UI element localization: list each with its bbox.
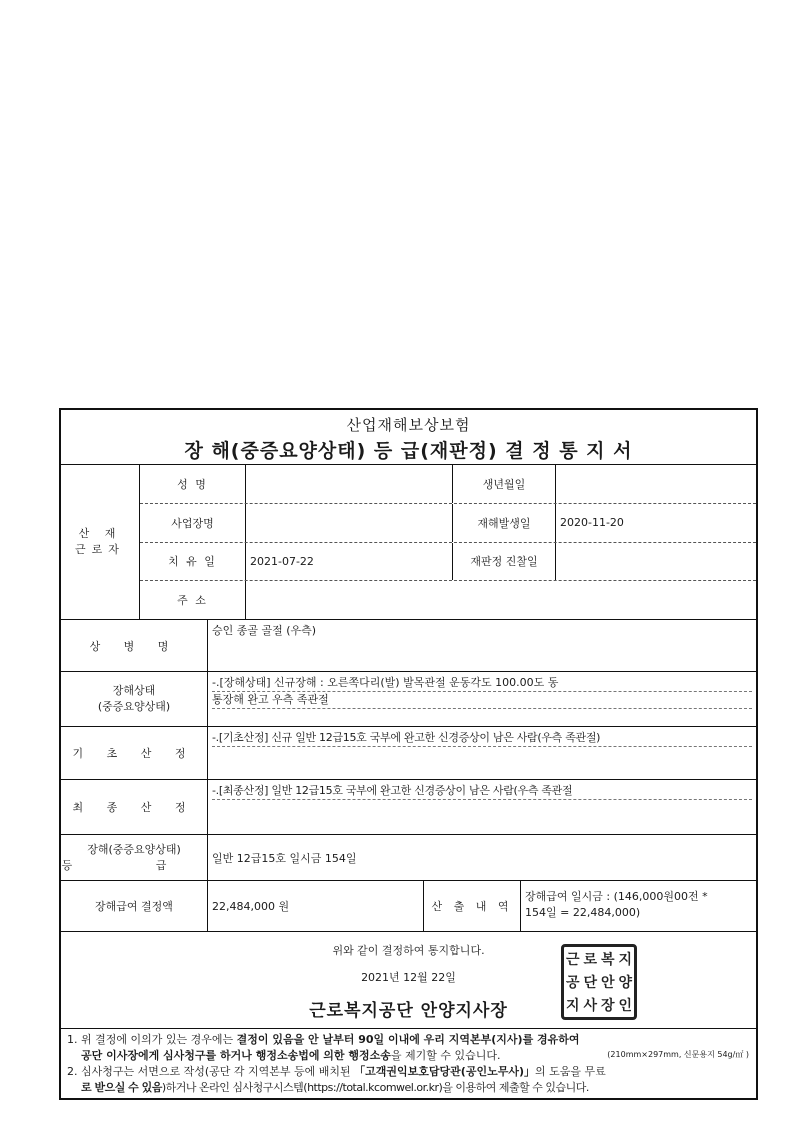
name-value bbox=[246, 465, 453, 503]
note-1-text-d: 을 제기할 수 있습니다. bbox=[390, 1049, 501, 1062]
birth-label: 생년월일 bbox=[453, 465, 556, 503]
notice-date: 2021년 12월 22일 bbox=[361, 971, 456, 984]
official-seal: 근 로 복 지 공 단 안 양 지 사 장 인 bbox=[561, 944, 637, 1020]
worker-row-company bbox=[140, 504, 756, 543]
paper-spec: (210mm×297mm, 신문용지 54g/㎡ ) bbox=[607, 1050, 749, 1059]
calc-line-1: 장해급여 일시금 : (146,000원00전 * bbox=[525, 890, 708, 903]
note-2-text-a: 2. 심사청구는 서면으로 작성(공단 각 지역본부 등에 배치된 bbox=[67, 1065, 355, 1078]
worker-row-name bbox=[140, 465, 756, 504]
amount-label: 장해급여 결정액 bbox=[61, 881, 208, 931]
disease-row bbox=[61, 620, 756, 672]
disease-text: 승인 종골 골절 (우측) bbox=[212, 624, 317, 637]
disease-label: 상 병 명 bbox=[61, 620, 208, 671]
reexam-date-label: 재판정 진찰일 bbox=[453, 543, 556, 581]
note-2-text-c: 의 도움을 무료 bbox=[534, 1065, 606, 1078]
note-1-text-b: 결정이 있음을 안 날부터 90일 이내에 우리 지역본부(지사)를 경유하여 bbox=[236, 1033, 580, 1046]
worker-group-label-1: 산 재 bbox=[78, 527, 122, 540]
worker-section bbox=[61, 465, 756, 620]
calc-label: 산 출 내 역 bbox=[424, 881, 521, 931]
calc-line-2: 154일 = 22,484,000) bbox=[525, 906, 641, 919]
note-1-line-1 bbox=[67, 1032, 750, 1048]
notes-block bbox=[61, 1029, 756, 1098]
accident-date-value: 2020-11-20 bbox=[560, 516, 624, 530]
status-label bbox=[61, 672, 208, 726]
note-2-line-2 bbox=[67, 1080, 750, 1096]
worker-row-cure bbox=[140, 543, 756, 582]
worker-grid bbox=[140, 465, 756, 619]
notice-line: 위와 같이 결정하여 통지합니다. bbox=[332, 944, 485, 957]
grade-value: 일반 12급15호 일시금 154일 bbox=[212, 851, 357, 865]
accident-date-label: 재해발생일 bbox=[453, 504, 556, 542]
note-2-text-e: )하거나 온라인 심사청구시스템(https://total.kcomwel.or.kr)을 이용하여 제출할 수 있습니다. bbox=[161, 1081, 589, 1094]
note-2-text-d: 로 받으실 수 있음 bbox=[81, 1081, 162, 1094]
calc-value bbox=[521, 881, 756, 931]
address-label: 주 소 bbox=[140, 581, 246, 619]
address-value bbox=[246, 581, 756, 619]
note-2-line-1 bbox=[67, 1064, 750, 1080]
company-label: 사업장명 bbox=[140, 504, 246, 542]
birth-value bbox=[556, 465, 756, 503]
status-line-1: -.[장해상태] 신규장해 : 오른쪽다리(발) 발목관절 운동각도 100.00도 동 bbox=[212, 675, 752, 692]
status-label-1: 장해상태 bbox=[112, 684, 156, 697]
worker-group-label-2: 근로자 bbox=[75, 543, 125, 556]
note-1-text-c: 공단 이사장에게 심사청구를 하거나 행정소송법에 의한 행정소송 bbox=[81, 1049, 391, 1062]
note-1-text-a: 1. 위 결정에 이의가 있는 경우에는 bbox=[67, 1033, 237, 1046]
worker-row-address bbox=[140, 581, 756, 619]
final-calc-value bbox=[208, 780, 756, 834]
form-title-area bbox=[61, 410, 756, 465]
grade-row bbox=[61, 835, 756, 881]
status-label-2: (중증요양상태) bbox=[97, 700, 171, 713]
base-calc-label: 기 초 산 정 bbox=[61, 727, 208, 779]
grade-label bbox=[61, 835, 208, 880]
form-title: 장 해(중증요양상태) 등 급(재판정) 결 정 통 지 서 bbox=[184, 440, 633, 462]
grade-label-2: 등 급 bbox=[61, 858, 207, 872]
name-label: 성 명 bbox=[140, 465, 246, 503]
note-2-text-b: 「고객권익보호담당관(공인노무사)」 bbox=[354, 1065, 535, 1078]
final-calc-row bbox=[61, 780, 756, 835]
issuer-name: 근로복지공단 안양지사장 bbox=[309, 1001, 508, 1021]
company-value bbox=[246, 504, 453, 542]
amount-row bbox=[61, 881, 756, 932]
status-row bbox=[61, 672, 756, 727]
base-calc-row bbox=[61, 727, 756, 780]
reexam-date-value bbox=[556, 543, 756, 581]
amount-value: 22,484,000 원 bbox=[208, 881, 424, 931]
worker-group-label bbox=[61, 465, 140, 619]
grade-label-1: 장해(중증요양상태) bbox=[87, 842, 181, 856]
base-calc-text: -.[기초산정] 신규 일반 12급15호 국부에 완고한 신경증상이 남은 사람(우측 족관절) bbox=[212, 730, 752, 747]
final-calc-label: 최 종 산 정 bbox=[61, 780, 208, 834]
notice-block bbox=[61, 932, 756, 1029]
form-subtitle: 산업재해보상보험 bbox=[346, 416, 471, 434]
final-calc-text: -.[최종산정] 일반 12급15호 국부에 완고한 신경증상이 남은 사람(우측 족관절 bbox=[212, 783, 752, 800]
notice-form bbox=[59, 408, 758, 1100]
disease-value bbox=[208, 620, 756, 671]
status-line-2: 통장해 완고 우측 족관절 bbox=[212, 692, 752, 709]
cure-date-label: 치 유 일 bbox=[140, 543, 246, 581]
status-value bbox=[208, 672, 756, 726]
cure-date-value: 2021-07-22 bbox=[246, 543, 453, 581]
base-calc-value bbox=[208, 727, 756, 779]
